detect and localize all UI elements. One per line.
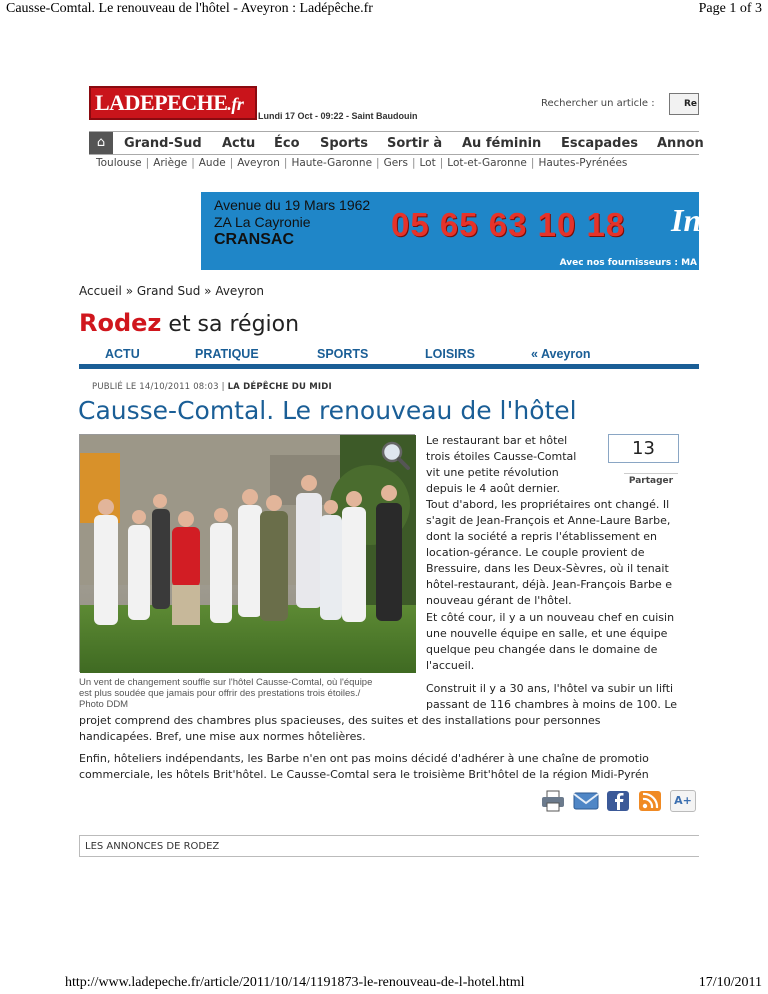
subnav-haute-garonne[interactable]: Haute-Garonne: [291, 157, 373, 169]
paragraph-line: depuis le 4 août dernier.: [426, 482, 560, 495]
email-icon[interactable]: [573, 790, 599, 812]
search-label: Rechercher un article :: [541, 98, 655, 109]
breadcrumb-aveyron[interactable]: Aveyron: [215, 284, 265, 298]
nav-item-sortir[interactable]: Sortir à: [387, 136, 443, 151]
paragraph-line: projet comprend des chambres plus spacieuses, des suites et des installations pour personnes: [79, 714, 601, 727]
paragraph-line: Et côté cour, il y a un nouveau chef en cuisin: [426, 611, 675, 624]
rss-icon[interactable]: [638, 790, 662, 812]
subnav-lot[interactable]: Lot: [419, 157, 436, 169]
annonces-section-title: LES ANNONCES DE RODEZ: [79, 835, 699, 857]
publication-date: PUBLIÉ LE 14/10/2011 08:03 |: [92, 382, 225, 392]
paragraph-line: location-gérance. Le couple provient de: [426, 546, 645, 559]
photo-caption: [79, 677, 419, 710]
nav-item-sports[interactable]: Sports: [320, 136, 368, 151]
sub-nav: Toulouse | Ariège | Aude | Aveyron | Haute-Garonne | Gers | Lot | Lot-et-Garonne | Hautes-Pyrénées: [96, 157, 628, 169]
paragraph-line: Tout d'abord, les propriétaires ont changé. Il: [426, 498, 670, 511]
font-size-icon[interactable]: A+: [670, 790, 696, 812]
paragraph-line: commerciale, les hôtels Brit'hôtel. Le Causse-Comtal sera le troisième Brit'hôtel de la région Midi-Pyrén: [79, 768, 649, 781]
tab-loisirs[interactable]: LOISIRS: [425, 347, 476, 361]
share-button[interactable]: Partager: [624, 473, 678, 488]
breadcrumb-sep: »: [125, 284, 134, 298]
subnav-aveyron[interactable]: Aveyron: [237, 157, 280, 169]
region-city: Rodez: [79, 309, 162, 337]
paragraph-line: l'accueil.: [426, 659, 475, 672]
subnav-toulouse[interactable]: Toulouse: [96, 157, 142, 169]
region-title: [79, 309, 299, 337]
nav-item-au-feminin[interactable]: Au féminin: [462, 136, 542, 151]
share-count: 13: [608, 434, 679, 463]
article-photo[interactable]: [79, 434, 415, 672]
ad-brand: In: [671, 202, 702, 238]
photo-illustration: [80, 435, 416, 673]
site-logo[interactable]: [89, 86, 257, 120]
breadcrumb-sep: »: [204, 284, 212, 298]
search-button[interactable]: Re: [669, 93, 699, 115]
ad-address-line2: ZA La Cayronie: [214, 214, 311, 230]
article-title: Causse-Comtal. Le renouveau de l'hôtel: [78, 396, 577, 425]
home-icon[interactable]: ⌂: [89, 132, 113, 154]
ad-suppliers: Avec nos fournisseurs : MA: [559, 258, 697, 268]
subnav-aude[interactable]: Aude: [198, 157, 226, 169]
nav-item-eco[interactable]: Éco: [274, 136, 300, 151]
tab-sports[interactable]: SPORTS: [317, 347, 369, 361]
logo-fr: .fr: [227, 94, 244, 114]
ad-address-line3: CRANSAC: [214, 231, 294, 248]
article-paragraph-1: [426, 433, 699, 609]
publication-line: [92, 382, 332, 392]
paragraph-line: Le restaurant bar et hôtel: [426, 434, 568, 447]
tab-actu[interactable]: ACTU: [105, 347, 140, 361]
subnav-lot-et-garonne[interactable]: Lot-et-Garonne: [447, 157, 527, 169]
nav-item-grand-sud[interactable]: Grand-Sud: [124, 136, 202, 151]
paragraph-line: Enfin, hôteliers indépendants, les Barbe n'en ont pas moins décidé d'adhérer à une chaîne de promotio: [79, 752, 649, 765]
nav-item-escapades[interactable]: Escapades: [561, 136, 639, 151]
paragraph-line: passant de 116 chambres à moins de 100. Le: [426, 698, 678, 711]
tab-aveyron[interactable]: « Aveyron: [531, 347, 591, 361]
ad-banner[interactable]: [201, 192, 702, 270]
publication-source: LA DÉPÊCHE DU MIDI: [227, 382, 332, 392]
paragraph-line: une nouvelle équipe en salle, et une équipe: [426, 627, 668, 640]
date-line: Lundi 17 Oct - 09:22 - Saint Baudouin: [258, 111, 418, 121]
article-paragraph-3: [426, 681, 699, 713]
nav-item-actu[interactable]: Actu: [222, 136, 256, 151]
nav-item-annonces[interactable]: Annon: [657, 136, 704, 151]
caption-line: Photo DDM: [79, 699, 129, 710]
breadcrumb: [79, 284, 264, 298]
caption-line: Un vent de changement souffle sur l'hôtel Causse-Comtal, où l'équipe: [79, 677, 373, 688]
zoom-icon[interactable]: [380, 440, 410, 470]
article-paragraph-3-continued: [79, 713, 699, 745]
logo-main: LADEPECHE: [95, 90, 228, 115]
ad-address-line1: Avenue du 19 Mars 1962: [214, 197, 371, 213]
region-subtitle: et sa région: [168, 312, 300, 337]
main-nav: [89, 131, 704, 155]
subnav-gers[interactable]: Gers: [383, 157, 408, 169]
ad-phone: 05 65 63 10 18: [391, 206, 626, 243]
subnav-ariege[interactable]: Ariège: [153, 157, 188, 169]
print-page-number: Page 1 of 3: [698, 1, 762, 16]
ad-address: [214, 197, 370, 248]
paragraph-line: hôtel-restaurant, déjà. Jean-François Barbe e: [426, 578, 673, 591]
subnav-hautes-pyrenees[interactable]: Hautes-Pyrénées: [538, 157, 628, 169]
facebook-icon[interactable]: [606, 790, 630, 812]
paragraph-line: dont la société a repris l'établissement en: [426, 530, 657, 543]
paragraph-line: Construit il y a 30 ans, l'hôtel va subir un lifti: [426, 682, 674, 695]
caption-line: est plus soudée que jamais pour offrir des prestations trois étoiles./: [79, 688, 361, 699]
paragraph-line: s'agit de Jean-François et Anne-Laure Barbe,: [426, 514, 671, 527]
print-date: 17/10/2011: [698, 975, 762, 990]
print-url: http://www.ladepeche.fr/article/2011/10/14/1191873-le-renouveau-de-l-hotel.html: [65, 975, 525, 990]
print-icon[interactable]: [541, 790, 565, 812]
breadcrumb-grand-sud[interactable]: Grand Sud: [136, 284, 201, 298]
paragraph-line: Bressuire, dans les Deux-Sèvres, où il tenait: [426, 562, 669, 575]
article-paragraph-4: [79, 751, 699, 783]
paragraph-line: nouveau gérant de l'hôtel.: [426, 594, 572, 607]
paragraph-line: vit une petite révolution: [426, 466, 559, 479]
print-title: Causse-Comtal. Le renouveau de l'hôtel - Aveyron : Ladépêche.fr: [6, 1, 373, 16]
breadcrumb-home[interactable]: Accueil: [79, 284, 122, 298]
paragraph-line: handicapées. Bref, une mise aux normes hôtelières.: [79, 730, 366, 743]
paragraph-line: quelque peu changée dans le domaine de: [426, 643, 658, 656]
print-header: [0, 0, 768, 20]
article-paragraph-2: [426, 610, 699, 674]
tab-pratique[interactable]: PRATIQUE: [195, 347, 259, 361]
region-tabs: [79, 345, 699, 369]
paragraph-line: trois étoiles Causse-Comtal: [426, 450, 577, 463]
